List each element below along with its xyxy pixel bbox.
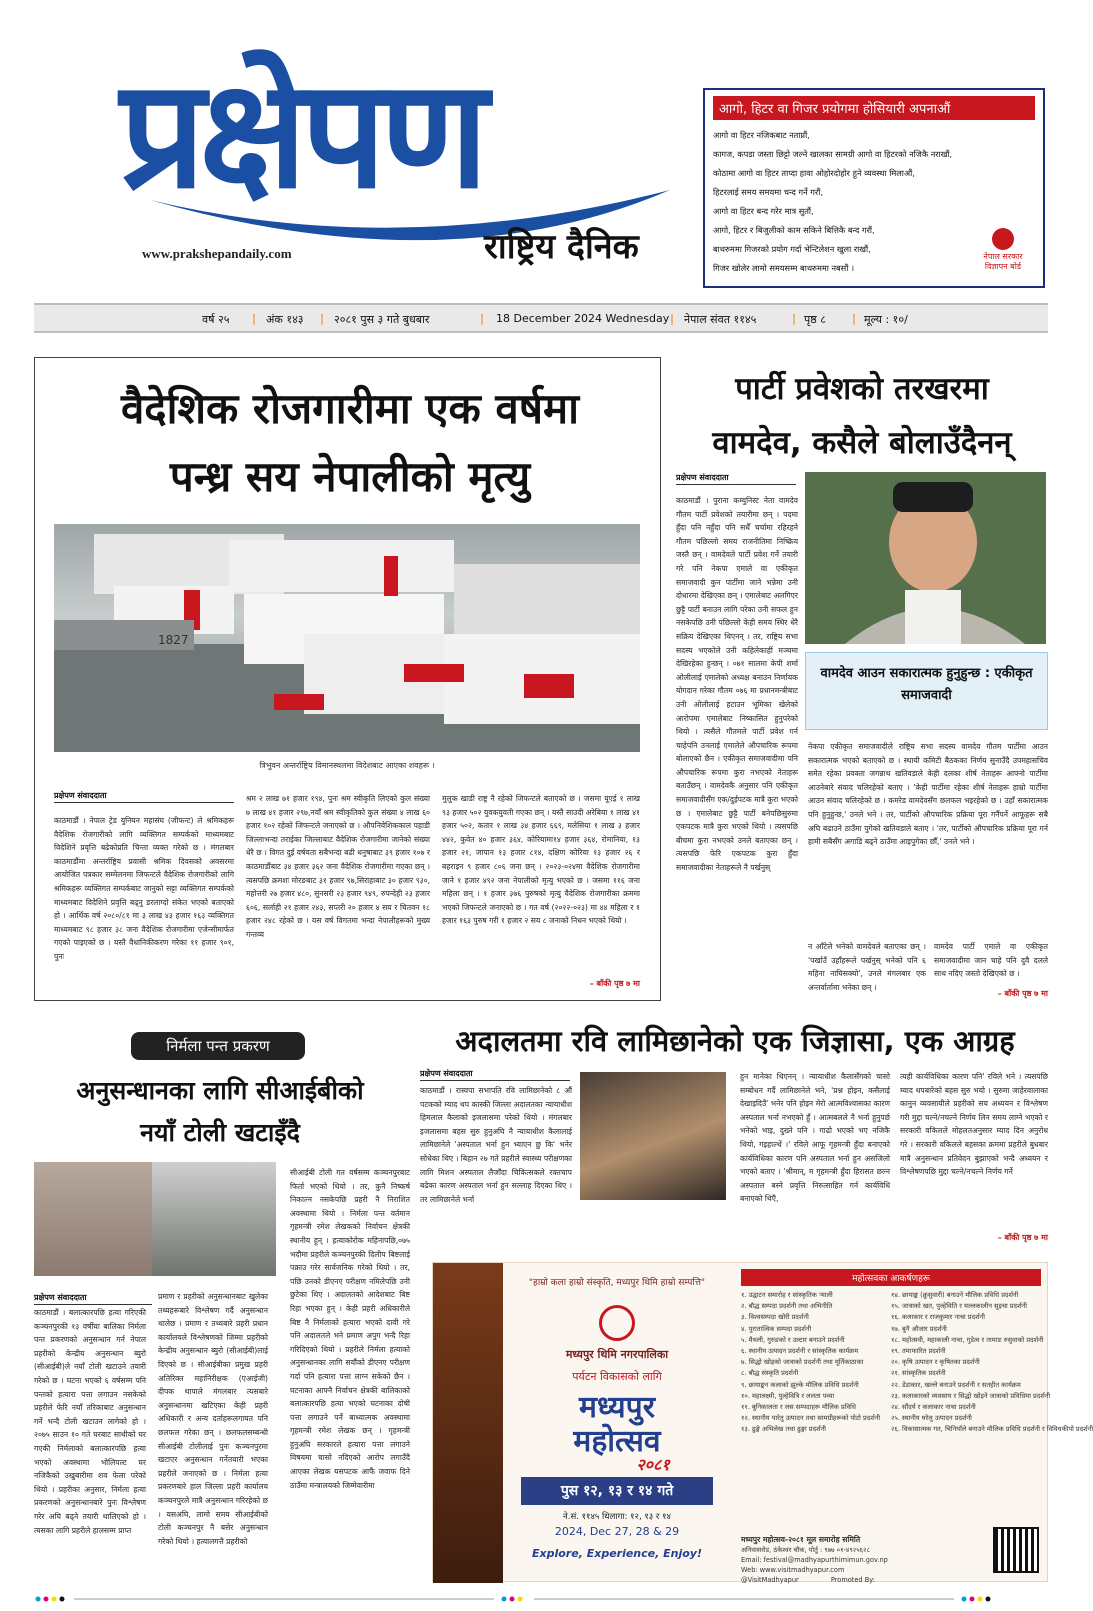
lead-byline: प्रक्षेपण संवाददाता <box>54 790 234 803</box>
right-continued[interactable]: – बाँकी पृष्ठ ७ मा <box>997 989 1048 998</box>
website-url[interactable]: www.prakshepandaily.com <box>142 246 292 261</box>
court-byline: प्रक्षेपण संवाददाता <box>420 1068 570 1081</box>
program-item: ११. बुनिकालता र लस सम्पदाहरू मौलिक प्रविधि <box>741 1403 856 1412</box>
right-headline[interactable] <box>670 362 1054 470</box>
qr-code-icon[interactable] <box>993 1527 1039 1573</box>
advert-item: हिटरलाई समय समयमा चन्द गर्ने गरौं, <box>713 187 823 197</box>
program-item: १८. महोत्सवी, महाकाली नाचा, गुडेत्व र तामाङ रुसुवाको प्रदर्शनी <box>891 1335 1044 1344</box>
politician-photo <box>805 472 1046 644</box>
nepal-sambat: नेपाल संवत ११४५ <box>684 313 757 326</box>
nirmala-column-3: सीआईबी टोली गत वर्षसम्म कञ्चनपुरबाट फिर्ता भएको थियो । तर, कुनै निष्कर्ष निकाल्न नसकेपछि प्रहरी नै निराशित अवस्थामा थियो । निर्मला पन्त वर्तमान गृहमन्त्री रमेश लेखकको निर्वाचन क्षेत्रकी स्थानीय हुन् । हत्याकोरोक महिनापछि,०७५ भदौमा प्रहरीले कञ्चनपुरकी दिलीप बिष्टलाई पक्राउ गरेर सार्वजनिक गरेको थियो । तर, पछि उनको डीएनए परीक्षण नमिलेपछि उनी छुटेका थिए । अदालतको आदेशबाट बिष्ट रिहा भएका हुन् । केही प्रहरी अधिकारीले बिष्ट नै निर्मलाको हत्यारा भएको दावी गरे पनि अदालतले भने प्रमाण अपुग भन्दै रिहा गरिदिएको थियो । प्रहरीले निर्मला हत्याको अनुसन्धानका लागि सयौंको डीएनए परीक्षण गर्दा पनि हत्यारा पत्ता लाग्न सकेको छैन । घटनाका आफ्नै निर्वाचन क्षेत्रकी बालिकाको बलात्कारपछि हत्या भएको घटनाका दोषी पत्ता लगाउने पर्ने बाध्यात्मक अवस्थामा गृहमन्त्री रमेश लेखक छन् । गृहमन्त्री हुनुअघि सरकारले हत्यारा पत्ता लगाउने विषयमा चासो नदिएको आरोप लगाउँदै आएका लेखक यसपटक आफैं जवाफ दिने ठाउँमा मन्त्रालयको जिम्मेवारीमा <box>290 1168 410 1490</box>
madhyapur-festival-advert <box>432 1262 1093 1584</box>
pull-quote: वामदेव आउन सकारात्मक हुनुहुन्छ : एकीकृत समाजवादी <box>820 666 1033 703</box>
advert-item: बाथरुममा गिजरको प्रयोग गर्दा भेन्टिलेशन खुला राखौं, <box>713 244 871 254</box>
nirmala-byline: प्रक्षेपण संवाददाता <box>34 1292 152 1305</box>
festival-title-2: महोत्सव <box>573 1424 661 1459</box>
nirmala-column-2: प्रमाण र प्रहरीको अनुसन्धानबाट खुलेका तथ्यहरूबारे विश्लेषण गर्दै अनुसन्धान थालेछ । प्रमाण र तथ्यबारे प्रहरी प्रधान कार्यालयले विश्लेषणको जिम्मा प्रहरीको केन्द्रीय अनुसन्धान ब्युरो (सीआईबी)लाई दिएको छ । सीआईबीका प्रमुख प्रहरी अतिरिक्त महानिरीक्षक (एआईजी) दीपक थापाले मंगलबार त्यसबारे अनुसन्धानमा खटिएका केही प्रहरी अधिकारी र अन्य दर्ताहरूलगायत पनि छलफल गरेका छन् । छलफलसम्बन्धी सीआईबी टोलीलाई पुनः कञ्चनपुरमा खटाएर अनुसन्धान गर्नेतयारी भएका प्रहरीले जनाएको छ । निर्मला हत्या प्रकरणबारे हाल जिल्ला प्रहरी कार्यालय कञ्चनपुरले मात्रै अनुसन्धान गरिरहेको छ । यसअघि, लामो समय सीआईबीको टोली कञ्चनपुर नै बसेर अनुसन्धान गरेको थियो । हत्यालगत्तै प्रहरीको <box>158 1292 268 1546</box>
nirmala-headline-line1: अनुसन्धानका लागि सीआईबीको <box>76 1076 364 1105</box>
program-title: महोत्सवका आकर्षणहरू <box>741 1269 1041 1286</box>
issue-info-bar: वर्ष २५ | अंक १४३ | २०८१ पुस ३ गते बुधबार | 18 December 2024 Wednesday | नेपाल संवत ११४५ | पृष्ठ ८ | मूल्य : १०/ <box>34 303 1048 333</box>
festival-dates: पुस १२, १३ र १४ गते <box>521 1477 713 1505</box>
advert-title: आगो, हिटर वा गिजर प्रयोगमा होसियारी अपनाऔं <box>713 96 1035 120</box>
festival-program-panel <box>733 1263 1093 1584</box>
program-item: १५. जात्राको खत, पुल्हेविति र मल्लकालीन सुइचा प्रदर्शनी <box>891 1302 1027 1311</box>
right-headline-line1: पार्टी प्रवेशको तरखरमा <box>735 371 989 407</box>
lead-headline[interactable] <box>60 375 640 511</box>
right-column-1: काठमाडौं । पुराना कम्युनिस्ट नेता वामदेव गौतम पार्टी प्रवेशको तयारीमा छन् । पदमा हुँदा पनि नहुँदा पनि सधैँ चर्चामा रहिरहने गौतम पछिल्लो समय राजनीतिमा निष्क्रिय जस्तै छन् । वामदेवले पार्टी प्रवेश गर्ने तयारी गरे पनि नेकपा एमाले वा एकीकृत समाजवादी कुन पार्टीमा जाने भन्नेमा उनी दोधारमा देखिएका छन् । एमालेबाट अलगिएर छुट्टै पार्टी बनाउन लागि परेका उनी सफल हुन नसकेपछि उनी पछिल्लो केही समय स्थिर धेरै सक्रिय देखिएका थिएनन् । तर, राष्ट्रिय सभा सदस्य भएकोले उनी कहिलेकाहीं मञ्चमा देखिरहेका हुन्छन् । ०७१ सालमा केपी शर्मा ओलीलाई एमालेको अध्यक्ष बनाउन निर्णायक योगदान गरेका गौतम ०७६ मा प्रधानमन्त्रीबाट उनी ओलीलाई हटाउन भूमिका खेलेको आरोपमा एमालेबाट निष्कासित हुनुपरेको थियो । त्यसैले गौतमले पार्टी प्रवेश गर्न चाहेपनि उनलाई एमालेले औपचारिक रूपमा बोलाएको छैन । एकीकृत समाजवादीमा पनि औपचारिक रूपमा कुरा नभएको नेताहरू बताउँछन् । वामदेवकै अनुसार पनि एकीकृत समाजवादीसँग एक/दुईपटक मात्रै कुरा भएको छ । एमालेबाट छुट्टै पार्टी बनेपछिसुरुमा एकपटक मात्रै कुरा भएको थियो । त्यसपछि बीचमा कुरा नभएको उनले बताएका छन् । त्यसपछि फेरि एकपटक कुरा हुँदा समाजवादीका नेताहरूले नै पर्खनुस् <box>676 496 798 873</box>
volume: वर्ष २५ <box>202 313 230 326</box>
sugarcane-field-photo <box>152 1162 276 1276</box>
lead-headline-line1: वैदेशिक रोजगारीमा एक वर्षमा <box>120 384 580 433</box>
advert-item: कोठामा आगो वा हिटर ताप्दा हावा ओहोरदोहोर हुने व्यवस्था मिलाऔं, <box>713 168 915 178</box>
organizer-email[interactable]: Email: festival@madhyapurthimimun.gov.np <box>741 1556 888 1564</box>
right-headline-line2: वामदेव, कसैले बोलाउँदैनन् <box>712 425 1012 461</box>
program-item: २. बौद्ध सम्पदा प्रदर्शनी तथा अभिनीति <box>741 1302 833 1311</box>
victim-photo <box>34 1162 152 1276</box>
advert-item: गिजर खोलेर लामो समयसम्म बाथरुममा नबसौं । <box>713 263 855 273</box>
organizer-name: मध्यपुर महोत्सव-२०८१ मूल समारोह समिति <box>741 1535 861 1544</box>
festival-nepal-sambat: ने.सं. ११४५ थिलागा: १२, १३ र १४ <box>563 1512 671 1522</box>
festival-kicker: पर्यटन विकासको लागि <box>572 1370 662 1383</box>
promoted-by-label: Promoted By: <box>830 1576 875 1584</box>
court-column-1: काठमाडौं । रास्वपा सभापति रवि लामिछानेको ८ औं पटकको म्याद थप कास्की जिल्ला अदालतका न्यायाधीश हिमलाल कैलाको इजलासमा परेको थियो । मंगलबार इजलासमा बहस सुरु हुनुअघि नै न्यायाधीश कैलालाई लामिछानेले 'अस्पताल भर्ना हुन भ्याएन छु कि' भनेर सोधेका थिए । बिहान २७ गते प्रहरीले स्वास्थ्य परीक्षणका लागि मिशन अस्पताल लैजाँदा चिकित्सकले रक्तचाप बढेका कारण अस्पताल भर्ना हुन सल्लाह दिएका थिए । तर लामिछानेले भर्ना <box>420 1086 572 1204</box>
program-item: ५. मैथली, गुरुङको र उल्टार बनाउने प्रदर्शनी <box>741 1335 845 1344</box>
government-emblem-icon <box>992 228 1014 250</box>
court-headline[interactable]: अदालतमा रवि लामिछानेको एक जिज्ञासा, एक आग्रह <box>455 1024 1015 1058</box>
program-item: २४. सौंदर्य र कलाकार नाचा प्रदर्शनी <box>891 1403 976 1412</box>
court-column-2: हुन मानेका थिएनन् । न्यायाधीश कैलासँगको चासो सम्बोधन गर्दै लामिछानेले भने, 'प्रश्न होइन, कसैलाई देखाइदिउँ' भनेर पनि होइन मेरो आत्मविश्वासका कारण अस्पताल भर्ना नभएको हुँ । आत्मबलले नै भर्ना हुनुपर्छ भनेको भाइ, दुख्ने पनि । गाढो भएको भए नजिकै थियो, गइहाल्थें ।' रविले आफू गृहमन्त्री हुँदा बनाएको कार्यविधिका कारण पनि अस्पताल भर्ना हुन असजिलो भएको बताए । 'श्रीमान्, म गृहमन्त्री हुँदा हिरासत छल्न अस्पताल बस्ने प्रवृत्ति निरुत्साहित गर्न कार्यविधि बनाएको थिएँ, <box>740 1072 890 1204</box>
program-item: २५. स्थानीय घरेलु उत्पादन प्रदर्शनी <box>891 1414 972 1423</box>
program-item: ३. विश्वसम्पदा खोरी प्रदर्शनी <box>741 1313 809 1322</box>
issue-number: अंक १४३ <box>266 313 304 326</box>
lead-photo-caption: त्रिभुवन अन्तर्राष्ट्रिय विमानस्थलमा विदेशबाट आएका शवहरू । <box>259 761 435 770</box>
organizer-social[interactable]: @VisitMadhyapur <box>741 1576 799 1584</box>
festival-slogan: "हाम्रो कला हाम्रो संस्कृति, मध्यपुर थिमि हाम्रो सम्पत्ति" <box>528 1278 706 1288</box>
right-byline: प्रक्षेपण संवाददाता <box>676 472 796 485</box>
date-english: 18 December 2024 Wednesday <box>496 312 670 325</box>
safety-advert <box>703 88 1045 288</box>
program-item: २३. कलाकारको व्यवसाय र सिद्धो खोइने जात्राको प्रविधिमा प्रदर्शनी <box>891 1391 1051 1400</box>
program-item: १२. स्थानीय पारेतु उत्पादन तथा सामग्रीहरूको पोटो प्रदर्शनी <box>741 1414 881 1423</box>
story-kicker-tag: निर्मला पन्त प्रकरण <box>131 1032 305 1060</box>
lead-photo <box>54 524 640 752</box>
municipality-logo-icon <box>599 1305 635 1341</box>
program-item: २०. कृषि उत्पादन र कृषितका प्रदर्शनी <box>891 1358 980 1367</box>
nirmala-headline-line2: नयाँ टोली खटाइँदै <box>140 1118 300 1147</box>
program-item: १७. बुनै औजार प्रदर्शनी <box>891 1324 947 1333</box>
program-item: १३. ढुङ्गे अभिलेख तथा ढुङ्गा प्रदर्शनी <box>741 1425 826 1434</box>
right-column-2: नेकपा एकीकृत समाजवादीले राष्ट्रिय सभा सदस्य वामदेव गौतम पार्टीमा आउन सकारात्मक भएको बताएको छ । स्थायी कमिटी बैठकका निर्णय सुनाउँदै उपमहासचिव समेत रहेका प्रवक्ता जगन्नाथ खतिवडाले केही दलका शीर्ष नेताहरू आफ्नो पार्टीमा आउनेबारे संवाद चलिरहेको बताए । 'केही पार्टीमा रहेका शीर्ष नेताहरू हाम्रो पार्टीमा आउन संवाद चलिरहेको छ । कमरेड वामदेवसँग छलफल भइरहेको छ । उहाँ सकारात्मक पनि हुनुहुन्छ,' उनले भने । तर, पार्टीको औपचारिक प्रक्रिया पूरा गर्नैपर्ने आफूहरू सबै अघि बढाउने ठाउँमा पुगेको खतिवडाले बताए । 'तर, पार्टीको औपचारिक प्रक्रिया पूरा गर्न हामी सबैसँग अगाडि बढ्ने ठाउँमा आइपुगेका छौँ,' उनले भने । <box>808 742 1048 847</box>
organizer-web[interactable]: Web: www.visitmadhyapur.com <box>741 1566 845 1574</box>
coffins-illustration <box>54 524 640 752</box>
temple-carving-panel <box>433 1263 503 1583</box>
lead-column-2: श्रम २ लाख ७१ हजार १९४, पुनः श्रम स्वीकृति लिएको कुल संख्या ७ लाख ४१ हजार २९७,नयाँ श्रम स्वीकृतिको कुल संख्या ४ लाख ६० हजार १०२ रहेको जिफन्टले जनाएको छ । औपनिवेशिककाल पहाडी जिल्लाभन्दा तराईका जिल्लाबाट वैदेशिक रोजगारीमा जानेको संख्या धेरै छ । विगत दुई वर्षयता सबैभन्दा बढी धनुषाबाट ३९ हजार १०७ र काठमाडौंबाट ३४ हजार ३६२ जना वैदेशिक रोजगारीमा गएका छन् । त्यसपछि क्रमशः मोरङबाट ३१ हजार ९७,सिराहाबाट ३० हजार ९३०, महोत्तरी २७ हजार ४८०, सुनसरी २३ हजार ९४९, रुपन्देही २३ हजार ६०६, सर्लाही २१ हजार २४३, सप्तरी २० हजार ४ सय र चितवन १८ हजार २४८ रहेको छ । यस वर्ष विगतमा भन्दा नेपालीहरूको मुख्य गन्तव्य <box>246 794 430 939</box>
program-item: १. उद्घाटन समारोह र सांस्कृतिक र्‍याली <box>741 1291 833 1299</box>
program-list <box>741 1290 1093 1436</box>
program-item: ७. सिद्धो खोइको जात्राको प्रदर्शनी तथा मूर्तिकाठाका <box>741 1358 864 1367</box>
court-column-3: त्यही कार्यविधिका कारण पनि' रविले भने । त्यसपछि म्याद थपबारेको बहस सुरु भयो । सुरुमा जाहेरवालाका कानुन व्यवसायीले प्रहरीको सय अध्ययन र विश्लेषण गरी मुद्दा चल्ने/नचल्ने निर्णय लिन समय लाग्ने भएको र सरकारी वकिलले मोहलतअनुसार म्याद दिन अनुरोध गरे । सरकारी वकिलले बहसका क्रममा प्रहरीले बुधबार मात्रै अनुसन्धान प्रतिवेदन बुझाएको भन्दै अध्ययन र विश्लेषणपछि मुद्दा चल्ने/नचल्ने निर्णय गर्ने <box>900 1072 1048 1177</box>
pull-quote-box <box>805 652 1048 730</box>
advert-item: आगो, हिटर र बिजुलीको काम सकिने बित्तिकै बन्द गरौं, <box>713 225 875 235</box>
nirmala-headline[interactable] <box>30 1070 410 1154</box>
organizer-info <box>741 1535 971 1585</box>
masthead-tagline: राष्ट्रिय दैनिक <box>484 227 639 267</box>
footer-color-bar <box>34 1596 1044 1602</box>
festival-motto: Explore, Experience, Enjoy! <box>532 1547 702 1560</box>
program-item: १०. महालक्ष्मी, पुल्हेवित्रि र ललता पव्या <box>741 1391 835 1400</box>
festival-title-panel <box>503 1263 731 1583</box>
program-item: १९. तमाफारित प्रदर्शनी <box>891 1347 946 1356</box>
advert-item: आगो वा हिटर नजिकबाट नताप्नौं, <box>713 130 810 140</box>
organizer-contact: अनिवासरोड, ठंकेश्वर चौक, पोर्तु : ९७७ ०१-४९२५६२८ <box>741 1546 870 1554</box>
program-item: १४. छायाङ्क (क्रुसुवारी) बनाउने मौलिक प्रविधि प्रदर्शनी <box>891 1291 1019 1299</box>
program-item: ८. बौद्ध संस्कृति प्रदर्शनी <box>741 1369 799 1378</box>
lead-column-1: काठमाडौं । नेपाल ट्रेड युनियन महासंघ (जीफन्ट) ले श्रमिकहरू वैदेशिक रोजगारीको लागि व्यक्तिगत सम्पर्कको माध्यमबाट विदेशिने प्रवृत्ति बढेकोप्रति चिन्ता व्यक्त गरेको छ । मंगलबार काठमाडौंमा अन्तर्राष्ट्रिय प्रवासी श्रमिक दिवसको अवसरमा आयोजित पत्रकार सम्मेलनमा जिफन्टले वैदेशिक रोजगारीको लागि श्रमिकहरू व्यक्तिगत सम्पर्कबाट जानुको सट्टा व्यक्तिगत सम्पर्कको माध्यमबाट विदेशिने प्रवृत्ति बढ्नु डरलाग्दो संकेत भएको बताएको हो । आर्थिक वर्ष २०८०/८१ मा ३ लाख ४३ हजार १६३ व्यक्तिगत माध्यमबाट ९८ हजार ३८ जना वैदेशिक रोजगारीमा एजेन्सीमार्फत गएको पाइएको छ । यस्तै वैधानिकीकरण गरेका ११ हजार ९०१, पुनः <box>54 816 234 961</box>
program-item: ९. छायाङ्कन कलाको झुल्के मौलिक प्रविधि प्रदर्शनी <box>741 1380 859 1389</box>
program-item: ६. स्थानीय उत्पादन प्रदर्शनी र सांस्कृतिक कार्यक्रम <box>741 1347 859 1356</box>
right-column-4: वामदेव पार्टी एमाले वा एकीकृत समाजवादीमा जान चाहे पनि दुवै दलले साथ नदिए जस्तो देखिएको छ । <box>934 942 1048 979</box>
program-item: २१. सांस्कृतिक प्रदर्शनी <box>891 1369 946 1378</box>
portrait-illustration <box>805 472 1046 644</box>
program-item: २२. डेडाकार, खल्ले बनाउने प्रदर्शनी र सतहीत कार्यक्रम <box>891 1380 1021 1389</box>
price: मूल्य : १०/ <box>864 313 908 326</box>
date-nepali: २०८१ पुस ३ गते बुधबार <box>334 313 430 326</box>
sponsor-label: नेपाल सरकार विज्ञापन बोर्ड <box>983 252 1023 271</box>
municipality-name: मध्यपुर थिमि नगरपालिका <box>565 1348 669 1361</box>
court-continued[interactable]: – बाँकी पृष्ठ ७ मा <box>997 1233 1048 1242</box>
nirmala-column-1: काठमाडौं । बलात्कारपछि हत्या गरिएकी कञ्चनपुरकी १३ वर्षीया बालिका निर्मला पन्त प्रकरणको अनुसन्धान गर्न नेपाल प्रहरीको केन्द्रीय अनुसन्धान ब्युरो (सीआईबी)ले नयाँ टोली खटाउने तयारी गरेको छ । घटना भएको ६ वर्षसम्म पनि पन्तको हत्यारा पत्ता लगाउन नसकेको प्रहरीले फेरि नयाँ तरिकाबाट अनुसन्धान गर्ने भन्दै टोली खटाउन लागेको हो । २०७५ साउन १० गते घरबाट साथीको घर गएकी निर्मलाको बलात्कारपछि हत्या भएको अवस्थामा भोलिपल्ट घर नजिकैको उखुबारीमा शव फेला परेको थियो । प्रहरीका अनुसार, निर्मला हत्या प्रकरणको अनुसन्धानबारे पुनः विश्लेषण गरेर अघि बढ्ने तयारी थालिएको हो । त्यसका लागि प्रहरीले हालसम्म प्राप्त <box>34 1308 146 1535</box>
advert-item: कागज, कपडा जस्ता छिट्टो जल्ने खालका सामग्री आगो वा हिटरको नजिकै नराखौं, <box>713 149 953 159</box>
festival-title-1: मध्यपुर <box>579 1390 655 1425</box>
page-count: पृष्ठ ८ <box>804 313 826 326</box>
right-column-3: न आँटेले भनेको वामदेवले बताएका छन् । 'पर्खाउँ उहाँहरूले पर्खनुस् भनेको पनि ६ महिना नाघिसक्यो', उनले मंगलबार एक अन्तर्वार्तामा भनेका छन् । <box>808 942 926 992</box>
lead-continued[interactable]: – बाँकी पृष्ठ ७ मा <box>589 979 640 988</box>
program-item: ४. पुरातात्विक सम्पदा प्रदर्शनी <box>741 1324 812 1333</box>
masthead-logo: प्रक्षेपण <box>120 48 483 222</box>
festival-dates-english: 2024, Dec 27, 28 & 29 <box>554 1525 680 1538</box>
sponsor-badge <box>973 228 1033 272</box>
advert-item: आगो वा हिटर बन्द गरेर मात्र सुतौं, <box>713 206 814 216</box>
svg-text:1827: 1827 <box>158 633 189 647</box>
program-item: २६. विकासात्मक गत, चिनियाँले बनाउने मौलिक प्रविधि प्रदर्शनी र विविधकीपो प्रदर्शनी <box>891 1425 1093 1434</box>
festival-year: २०८१ <box>636 1455 670 1474</box>
program-item: १६. कलाकार र राजकुमार नाचा प्रदर्शनी <box>891 1313 985 1322</box>
lamichhane-photo <box>580 1072 726 1200</box>
lead-headline-line2: पन्ध्र सय नेपालीको मृत्यु <box>169 452 531 501</box>
lead-column-3: मुलुक खाडी राष्ट्र नै रहेको जिफन्टले बताएको छ । जसमा यूएई १ लाख ९३ हजार ५०२ युवकयुवती गएका छन् । यस्तै साउदी अरेबिया १ लाख ४१ हजार ५०२, कतार १ लाख ३४ हजार ६६९, मलेसिया १ लाख ३ हजार ४४२, कुवेत ४० हजार ३६४, कोरियामा१४ हजार ३६४, रोमानिया, १३ हजार २१, जापान १३ हजार ८१४, दक्षिण कोरिया १३ हजार २६ र बहराइन ९ हजार ८०६ जना छन् । २०२३-०२४मा वैदेशिक रोजगारीमा जाने १ हजार ४९२ जना नेपालीको मृत्यु भएको छ । जसमा ११६ जना महिला छन् । १ हजार ३७६ पुरुषको मृत्यु वैदेशिक रोजगारीका क्रममा भएको जिफन्टले जनाएको छ । गत वर्ष (२०२२-०२३) मा ४४ महिला र १ हजार १६३ पुरुष गरी १ हजार २ सय ८ जनाको निधन भएको थियो । <box>442 794 640 926</box>
